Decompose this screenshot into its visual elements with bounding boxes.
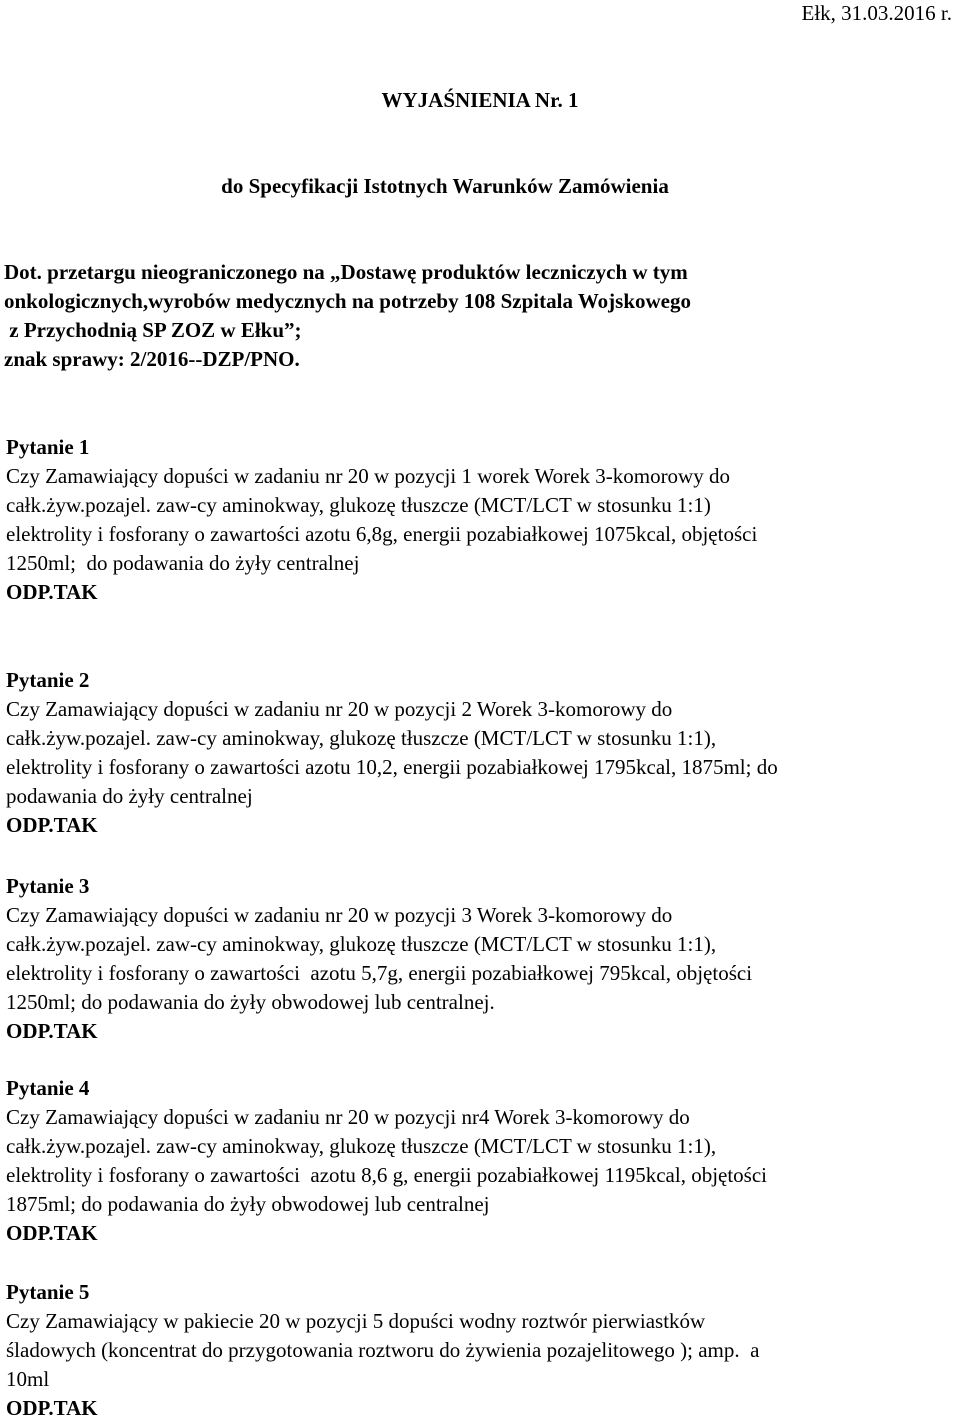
- intro-paragraph: [4, 258, 934, 374]
- question-line: 1250ml; do podawania do żyły centralnej: [6, 551, 360, 575]
- question-body: [6, 1307, 956, 1394]
- question-line: całk.żyw.pozajel. zaw-cy aminokway, glukozę tłuszcze (MCT/LCT w stosunku 1:1),: [6, 726, 717, 750]
- question-line: śladowych (koncentrat do przygotowania roztworu do żywienia pozajelitowego ); amp. a: [6, 1338, 760, 1362]
- document-subtitle: do Specyfikacji Istotnych Warunków Zamówienia: [221, 174, 669, 198]
- question-line: 1875ml; do podawania do żyły obwodowej lub centralnej: [6, 1192, 490, 1216]
- intro-line: Dot. przetargu nieograniczonego na „Dostawę produktów leczniczych w tym: [4, 260, 688, 284]
- document-title: WYJAŚNIENIA Nr. 1: [381, 88, 579, 112]
- question-line: całk.żyw.pozajel. zaw-cy aminokway, glukozę tłuszcze (MCT/LCT w stosunku 1:1),: [6, 932, 717, 956]
- question-line: Czy Zamawiający dopuści w zadaniu nr 20 w pozycji 3 Worek 3-komorowy do: [6, 903, 673, 927]
- question-line: całk.żyw.pozajel. zaw-cy aminokway, glukozę tłuszcze (MCT/LCT w stosunku 1:1): [6, 493, 711, 517]
- question-line: podawania do żyły centralnej: [6, 784, 253, 808]
- question-answer: ODP.TAK: [6, 1396, 98, 1420]
- question-line: całk.żyw.pozajel. zaw-cy aminokway, glukozę tłuszcze (MCT/LCT w stosunku 1:1),: [6, 1134, 717, 1158]
- question-3: [6, 872, 956, 1046]
- question-line: Czy Zamawiający w pakiecie 20 w pozycji 5 dopuści wodny roztwór pierwiastków: [6, 1309, 706, 1333]
- intro-line: z Przychodnią SP ZOZ w Ełku”;: [4, 318, 302, 342]
- question-answer: ODP.TAK: [6, 1019, 98, 1043]
- question-line: 10ml: [6, 1367, 50, 1391]
- question-4: [6, 1074, 956, 1248]
- question-answer: ODP.TAK: [6, 813, 98, 837]
- question-line: elektrolity i fosforany o zawartości azotu 8,6 g, energii pozabiałkowej 1195kcal, objętości: [6, 1163, 768, 1187]
- question-body: [6, 462, 956, 578]
- question-line: elektrolity i fosforany o zawartości azotu 6,8g, energii pozabiałkowej 1075kcal, objętości: [6, 522, 758, 546]
- question-1: [6, 433, 956, 607]
- question-title: Pytanie 2: [6, 668, 90, 692]
- question-answer: ODP.TAK: [6, 580, 98, 604]
- intro-line: onkologicznych,wyrobów medycznych na potrzeby 108 Szpitala Wojskowego: [4, 289, 691, 313]
- question-body: [6, 695, 956, 811]
- question-body: [6, 901, 956, 1017]
- question-line: Czy Zamawiający dopuści w zadaniu nr 20 w pozycji 1 worek Worek 3-komorowy do: [6, 464, 730, 488]
- question-line: 1250ml; do podawania do żyły obwodowej lub centralnej.: [6, 990, 495, 1014]
- intro-line: znak sprawy: 2/2016--DZP/PNO.: [4, 347, 300, 371]
- document-date: Ełk, 31.03.2016 r.: [801, 1, 952, 25]
- question-line: elektrolity i fosforany o zawartości azotu 10,2, energii pozabiałkowej 1795kcal, 1875ml; do: [6, 755, 778, 779]
- question-answer: ODP.TAK: [6, 1221, 98, 1245]
- question-body: [6, 1103, 956, 1219]
- question-title: Pytanie 3: [6, 874, 90, 898]
- question-title: Pytanie 4: [6, 1076, 90, 1100]
- question-line: elektrolity i fosforany o zawartości azotu 5,7g, energii pozabiałkowej 795kcal, objętości: [6, 961, 753, 985]
- question-line: Czy Zamawiający dopuści w zadaniu nr 20 w pozycji nr4 Worek 3-komorowy do: [6, 1105, 690, 1129]
- question-line: Czy Zamawiający dopuści w zadaniu nr 20 w pozycji 2 Worek 3-komorowy do: [6, 697, 673, 721]
- question-title: Pytanie 1: [6, 435, 90, 459]
- question-title: Pytanie 5: [6, 1280, 90, 1304]
- question-5: [6, 1278, 956, 1423]
- question-2: [6, 666, 956, 840]
